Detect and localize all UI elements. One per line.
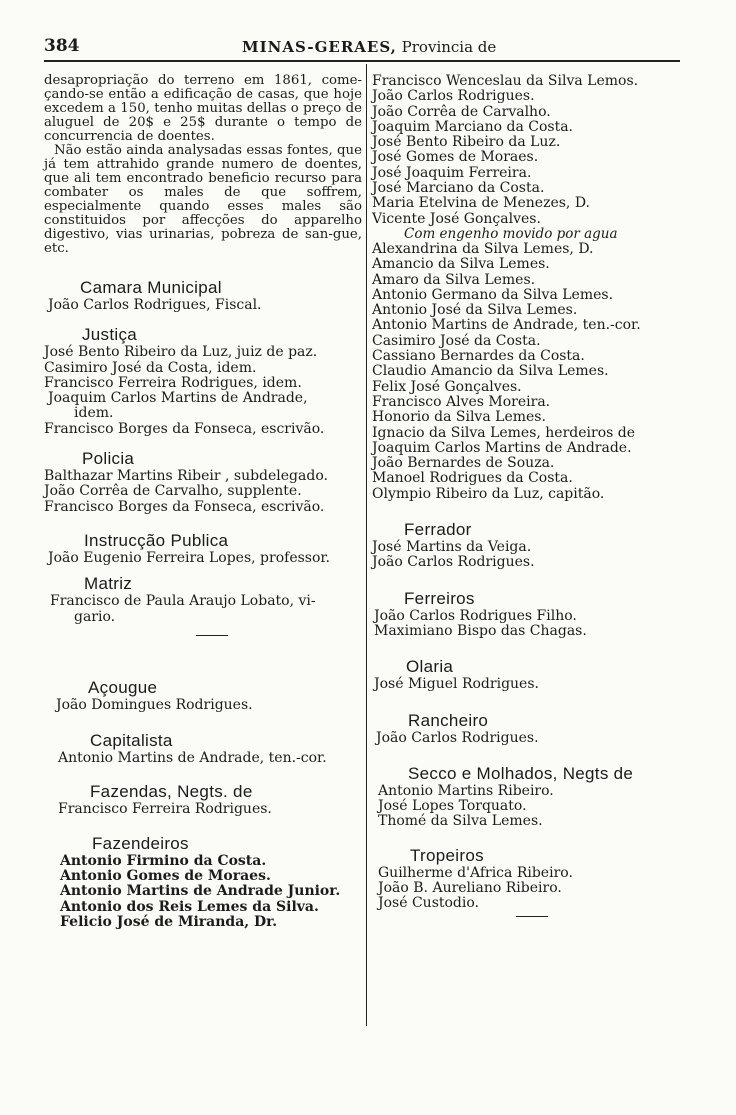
heading-justica: Justiça: [82, 325, 138, 345]
running-title-sub: Provincia de: [401, 38, 497, 56]
list-item: Antonio Firmino da Costa.: [60, 852, 267, 869]
list-item: Claudio Amancio da Silva Lemes.: [372, 363, 609, 380]
list-item: Francisco Borges da Fonseca, escrivão.: [44, 498, 325, 515]
heading-acougue: Açougue: [88, 677, 158, 697]
heading-ferrador: Ferrador: [404, 520, 472, 540]
list-item: Casimiro José da Costa, idem.: [44, 359, 257, 376]
list-item: Joaquim Carlos Martins de Andrade,: [48, 390, 308, 407]
header-rule: [44, 60, 680, 62]
heading-camara-municipal: Camara Municipal: [80, 278, 222, 297]
running-title-main: MINAS-GERAES,: [242, 38, 397, 56]
list-item: Amancio da Silva Lemes.: [372, 256, 550, 273]
list-item: Francisco Ferreira Rodrigues.: [58, 801, 272, 818]
column-divider: [366, 64, 367, 1026]
list-item: Vicente José Gonçalves.: [372, 210, 541, 227]
list-item: José Lopes Torquato.: [378, 798, 527, 815]
list-item: Antonio José da Silva Lemes.: [372, 302, 578, 319]
list-item: José Miguel Rodrigues.: [374, 676, 539, 693]
right-column: [372, 74, 672, 917]
heading-secco-molhados: Secco e Molhados, Negts de: [408, 763, 634, 783]
list-item: Antonio Martins de Andrade, ten.-cor.: [58, 750, 327, 767]
list-item: José Bento Ribeiro da Luz, juiz de paz.: [44, 344, 318, 361]
list-item: gario.: [74, 608, 116, 625]
list-item: José Martins da Veiga.: [372, 539, 532, 556]
list-item: idem.: [74, 405, 114, 422]
heading-capitalista: Capitalista: [90, 731, 173, 751]
heading-ferreiros: Ferreiros: [404, 588, 475, 608]
list-item: Antonio Gomes de Moraes.: [60, 868, 271, 885]
heading-tropeiros: Tropeiros: [410, 845, 484, 865]
list-item: Ignacio da Silva Lemes, herdeiros de: [372, 424, 636, 441]
list-item: Olympio Ribeiro da Luz, capitão.: [372, 485, 605, 502]
page-number: 384: [44, 36, 80, 56]
list-item: Cassiano Bernardes da Costa.: [372, 348, 585, 365]
left-column: [44, 74, 362, 930]
list-item: João Bernardes de Souza.: [372, 455, 555, 472]
list-item: José Gomes de Moraes.: [372, 149, 539, 166]
section-separator: [516, 916, 548, 917]
list-item: João Corrêa de Carvalho.: [372, 103, 551, 120]
list-item: Francisco Wenceslau da Silva Lemos.: [372, 73, 639, 89]
list-item: João B. Aureliano Ribeiro.: [378, 879, 562, 896]
list-item: Maximiano Bispo das Chagas.: [374, 622, 587, 639]
intro-paragraph: desapropriação do terreno em 1861, come-çando-se então a edificação de casas, que hoje excedem a 150, tenho muitas dellas o preço de aluguel de 20$ e 25$ durante o tempo de concurrencia de doentes.: [44, 73, 362, 144]
list-item: José Bento Ribeiro da Luz.: [372, 134, 561, 151]
list-item: Casimiro José da Costa.: [372, 332, 541, 349]
heading-fazendeiros: Fazendeiros: [92, 833, 189, 853]
list-item: Balthazar Martins Ribeir , subdelegado.: [44, 468, 328, 485]
list-item: Francisco Borges da Fonseca, escrivão.: [44, 420, 325, 437]
list-item: Felix José Gonçalves.: [372, 378, 522, 395]
list-item: João Corrêa de Carvalho, supplente.: [44, 483, 302, 500]
list-item: Antonio Martins de Andrade Junior.: [60, 883, 341, 900]
list-item: Joaquim Carlos Martins de Andrade.: [372, 439, 632, 456]
list-item: Thomé da Silva Lemes.: [378, 813, 543, 830]
list-item: Amaro da Silva Lemes.: [372, 271, 536, 288]
list-item: Honorio da Silva Lemes.: [372, 409, 546, 426]
list-item: Francisco de Paula Araujo Lobato, vi-: [50, 593, 316, 610]
heading-policia: Policia: [82, 449, 135, 469]
engenho-note: Com engenho movido por agua: [404, 225, 618, 242]
list-item: José Custodio.: [378, 895, 480, 912]
list-item: João Carlos Rodrigues.: [372, 88, 535, 105]
list-item: Manoel Rodrigues da Costa.: [372, 470, 573, 487]
heading-instrucao-publica: Instrucção Publica: [84, 530, 229, 550]
list-item: José Joaquim Ferreira.: [372, 164, 532, 181]
page-header: [44, 36, 680, 58]
list-item: Alexandrina da Silva Lemes, D.: [372, 240, 594, 257]
list-item: Antonio Martins Ribeiro.: [378, 782, 554, 799]
heading-matriz: Matriz: [84, 574, 133, 594]
list-item: Joaquim Marciano da Costa.: [372, 118, 574, 135]
list-item: João Carlos Rodrigues.: [372, 554, 535, 571]
list-item: Antonio Germano da Silva Lemes.: [372, 286, 614, 303]
list-item: Francisco Ferreira Rodrigues, idem.: [44, 374, 302, 391]
list-item: Felicio José de Miranda, Dr.: [60, 913, 278, 930]
list-item: Antonio Martins de Andrade, ten.-cor.: [372, 317, 641, 334]
list-item: José Marciano da Costa.: [372, 180, 545, 197]
list-item: Guilherme d'Africa Ribeiro.: [378, 864, 573, 881]
list-item: João Carlos Rodrigues, Fiscal.: [48, 297, 262, 313]
heading-olaria: Olaria: [406, 657, 454, 677]
second-paragraph: Não estão ainda analysadas essas fontes, que já tem attrahido grande numero de doentes, que ali tem encontrado beneficio recurso para combater os males de que soffrem, especialmente quando esses males são constituidos por affecções do apparelho digestivo, vias urinarias, pobreza de san-gue, etc.: [44, 143, 362, 256]
list-item: Maria Etelvina de Menezes, D.: [372, 195, 590, 212]
heading-rancheiro: Rancheiro: [408, 710, 489, 730]
list-item: João Carlos Rodrigues.: [376, 729, 539, 746]
running-title: [242, 38, 496, 56]
list-item: João Eugenio Ferreira Lopes, professor.: [48, 549, 331, 566]
list-item: Francisco Alves Moreira.: [372, 393, 551, 410]
heading-fazendas: Fazendas, Negts. de: [90, 782, 253, 802]
list-item: João Domingues Rodrigues.: [56, 696, 253, 713]
list-item: João Carlos Rodrigues Filho.: [374, 607, 577, 624]
list-item: Antonio dos Reis Lemes da Silva.: [60, 898, 319, 915]
